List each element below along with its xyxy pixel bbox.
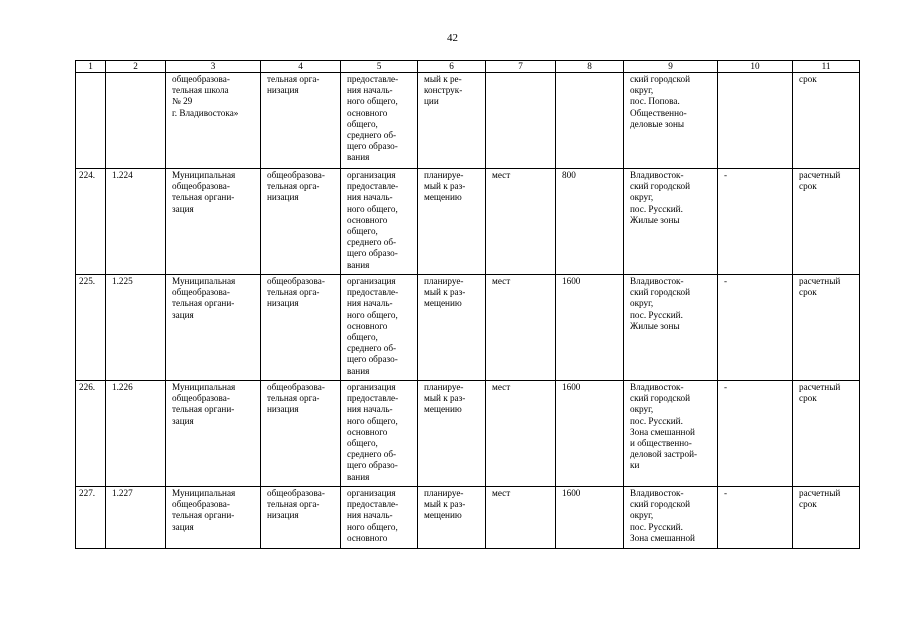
table-cell: ский городской округ, пос. Попова. Общественно- деловые зоны	[624, 73, 718, 169]
table-cell: -	[718, 275, 793, 381]
table-cell: организация предоставле- ния началь- ного общего, основного общего, среднего об- щего образо- вания	[341, 275, 418, 381]
table-cell: расчетный срок	[793, 381, 860, 487]
table-cell: 1.227	[106, 487, 166, 549]
header-cell: 1	[76, 61, 106, 73]
table-row-continued	[76, 73, 860, 169]
table-cell: организация предоставле- ния началь- ного общего, основного общего, среднего об- щего образо- вания	[341, 381, 418, 487]
table-cell: расчетный срок	[793, 169, 860, 275]
table-cell: мый к ре- конструк- ции	[418, 73, 486, 169]
table-cell: планируе- мый к раз- мещению	[418, 275, 486, 381]
header-cell: 7	[486, 61, 556, 73]
table-cell	[106, 73, 166, 169]
table-row	[76, 169, 860, 275]
data-table	[75, 60, 860, 549]
header-cell: 11	[793, 61, 860, 73]
table-cell: общеобразова- тельная орга- низация	[261, 169, 341, 275]
table-cell: 224.	[76, 169, 106, 275]
table-cell: тельная орга- низация	[261, 73, 341, 169]
table-cell: планируе- мый к раз- мещению	[418, 381, 486, 487]
table-row	[76, 275, 860, 381]
table-cell: общеобразова- тельная орга- низация	[261, 381, 341, 487]
header-row	[76, 61, 860, 73]
table-cell: мест	[486, 381, 556, 487]
table-cell: 227.	[76, 487, 106, 549]
header-cell: 3	[166, 61, 261, 73]
table-cell: планируе- мый к раз- мещению	[418, 169, 486, 275]
table-cell: 225.	[76, 275, 106, 381]
table-cell: Владивосток- ский городской округ, пос. Русский. Жилые зоны	[624, 169, 718, 275]
table-cell: 1600	[556, 487, 624, 549]
table-cell: 1600	[556, 381, 624, 487]
table-row	[76, 381, 860, 487]
table-cell: общеобразова- тельная школа № 29 г. Владивостока»	[166, 73, 261, 169]
table-cell: расчетный срок	[793, 275, 860, 381]
table-cell: общеобразова- тельная орга- низация	[261, 487, 341, 549]
table-cell: организация предоставле- ния началь- ного общего, основного	[341, 487, 418, 549]
header-cell: 8	[556, 61, 624, 73]
header-cell: 4	[261, 61, 341, 73]
header-cell: 5	[341, 61, 418, 73]
table-cell: Владивосток- ский городской округ, пос. Русский. Зона смешанной	[624, 487, 718, 549]
header-cell: 2	[106, 61, 166, 73]
table-cell: 1.224	[106, 169, 166, 275]
table-cell: 1600	[556, 275, 624, 381]
table-cell	[718, 73, 793, 169]
table-cell: мест	[486, 487, 556, 549]
table-cell: Муниципальная общеобразова- тельная органи- зация	[166, 169, 261, 275]
table-cell: общеобразова- тельная орга- низация	[261, 275, 341, 381]
table-cell: 800	[556, 169, 624, 275]
table-cell: планируе- мый к раз- мещению	[418, 487, 486, 549]
table-row	[76, 487, 860, 549]
page-number: 42	[447, 32, 458, 44]
table-cell: -	[718, 487, 793, 549]
table-cell: предоставле- ния началь- ного общего, основного общего, среднего об- щего образо- вания	[341, 73, 418, 169]
table-cell: Муниципальная общеобразова- тельная органи- зация	[166, 487, 261, 549]
table-cell: расчетный срок	[793, 487, 860, 549]
table-cell: организация предоставле- ния началь- ного общего, основного общего, среднего об- щего образо- вания	[341, 169, 418, 275]
header-cell: 9	[624, 61, 718, 73]
table-cell: -	[718, 169, 793, 275]
table-cell	[556, 73, 624, 169]
table-cell: 226.	[76, 381, 106, 487]
table-cell: 1.226	[106, 381, 166, 487]
table-cell: мест	[486, 275, 556, 381]
table-cell	[486, 73, 556, 169]
table-cell: срок	[793, 73, 860, 169]
table-cell: 1.225	[106, 275, 166, 381]
header-cell: 6	[418, 61, 486, 73]
table-cell	[76, 73, 106, 169]
table-cell: мест	[486, 169, 556, 275]
header-cell: 10	[718, 61, 793, 73]
table-cell: -	[718, 381, 793, 487]
table-cell: Муниципальная общеобразова- тельная органи- зация	[166, 275, 261, 381]
table-cell: Владивосток- ский городской округ, пос. Русский. Жилые зоны	[624, 275, 718, 381]
table-cell: Владивосток- ский городской округ, пос. Русский. Зона смешанной и общественно- деловой застрой- ки	[624, 381, 718, 487]
table-cell: Муниципальная общеобразова- тельная органи- зация	[166, 381, 261, 487]
